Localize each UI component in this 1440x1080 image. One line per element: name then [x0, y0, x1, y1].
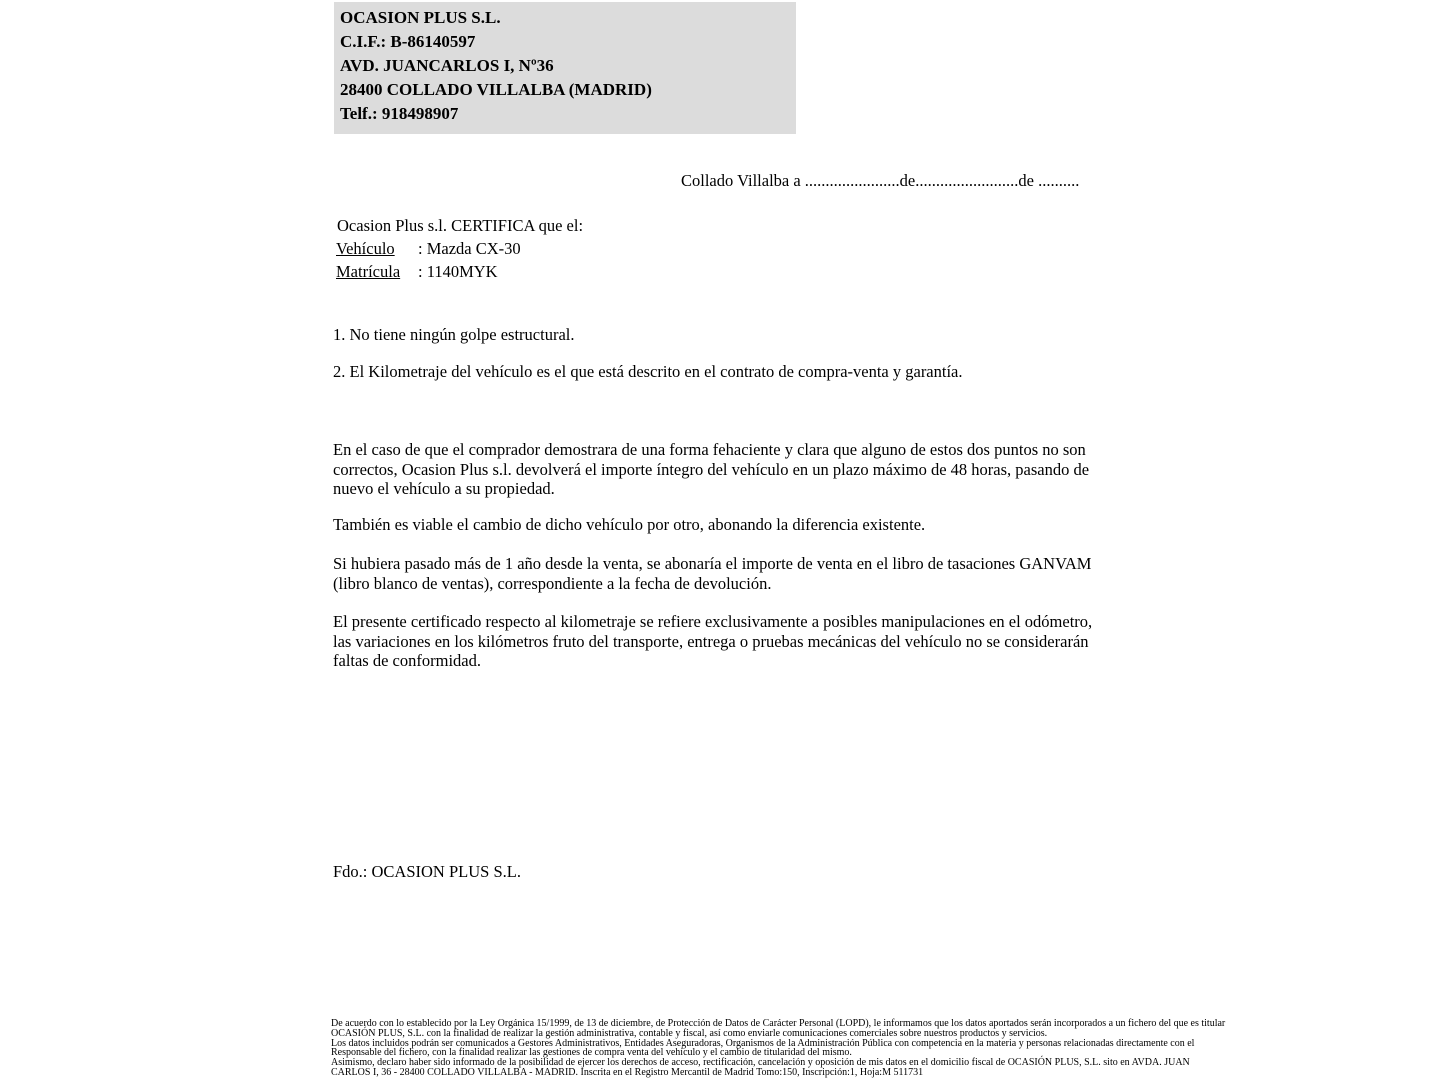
company-header-block: [334, 2, 796, 134]
paragraph-odometer: El presente certificado respecto al kilometraje se refiere exclusivamente a posibles manipulaciones en el odómetro, las variaciones en los kilómetros fruto del transporte, entrega o pruebas mecánicas del vehículo no se considerarán faltas de conformidad.: [333, 612, 1093, 671]
date-line: Collado Villalba a .......................de.........................de ..........: [681, 171, 1080, 190]
company-phone: Telf.: 918498907: [340, 104, 459, 123]
point-1: 1. No tiene ningún golpe estructural.: [333, 325, 575, 344]
vehicle-line: [336, 239, 521, 259]
vehicle-label: Vehículo: [336, 239, 395, 258]
plate-line: [336, 262, 498, 282]
legal-footer-line-4: Responsable del fichero, con la finalidad realizar las gestiones de compra venta del vehículo y el cambio de titularidad del mismo.: [331, 1047, 852, 1059]
plate-label-cell: [336, 262, 418, 282]
company-address: AVD. JUANCARLOS I, Nº36: [340, 56, 554, 75]
legal-footer-line-2: OCASIÓN PLUS, S.L. con la finalidad de realizar la gestión administrativa, contable y fiscal, así como enviarle comunicaciones comerciales sobre nuestros productos y servicios.: [331, 1027, 1048, 1039]
plate-value: : 1140MYK: [418, 262, 498, 281]
paragraph-refund: En el caso de que el comprador demostrara de una forma fehaciente y clara que alguno de estos dos puntos no son correctos, Ocasion Plus s.l. devolverá el importe íntegro del vehículo en un plazo máximo de 48 horas, pasando de nuevo el vehículo a su propiedad.: [333, 440, 1090, 499]
company-name: OCASION PLUS S.L.: [340, 8, 501, 27]
legal-footer: [331, 1018, 1226, 1078]
company-city: 28400 COLLADO VILLALBA (MADRID): [340, 80, 652, 99]
legal-footer-line-3: Los datos incluidos podrán ser comunicados a Gestores Administrativos, Entidades Aseguradoras, Organismos de la Administración Pública con competencia en la materia y personas relacionadas directamente con el: [331, 1037, 1195, 1049]
certifica-line: Ocasion Plus s.l. CERTIFICA que el:: [337, 216, 584, 235]
legal-footer-line-1: De acuerdo con lo establecido por la Ley Orgánica 15/1999, de 13 de diciembre, de Protección de Datos de Carácter Personal (LOPD), le informamos que los datos aportados serán incorporados a un fichero del que es titular: [331, 1018, 1226, 1029]
point-2: 2. El Kilometraje del vehículo es el que está descrito en el contrato de compra-venta y garantía.: [333, 362, 963, 381]
vehicle-label-cell: [336, 239, 418, 259]
company-cif: C.I.F.: B-86140597: [340, 32, 476, 51]
plate-label: Matrícula: [336, 262, 401, 281]
signature-line: Fdo.: OCASION PLUS S.L.: [333, 862, 521, 881]
paragraph-exchange: También es viable el cambio de dicho vehículo por otro, abonando la diferencia existente.: [333, 515, 926, 534]
legal-footer-line-5: Asimismo, declaro haber sido informado de la posibilidad de ejercer los derechos de acceso, rectificación, cancelación y oposición de mis datos en el domicilio fiscal de OCASIÓN PLUS, S.L. sito en AVDA. JUAN: [331, 1057, 1190, 1069]
paragraph-ganvam: Si hubiera pasado más de 1 año desde la venta, se abonaría el importe de venta en el libro de tasaciones GANVAM (libro blanco de ventas), correspondiente a la fecha de devolución.: [333, 554, 1092, 593]
vehicle-value: : Mazda CX-30: [418, 239, 521, 258]
legal-footer-line-6: CARLOS I, 36 - 28400 COLLADO VILLALBA - MADRID. Inscrita en el Registro Mercantil de Madrid Tomo:150, Inscripción:1, Hoja:M 511731: [331, 1066, 924, 1078]
